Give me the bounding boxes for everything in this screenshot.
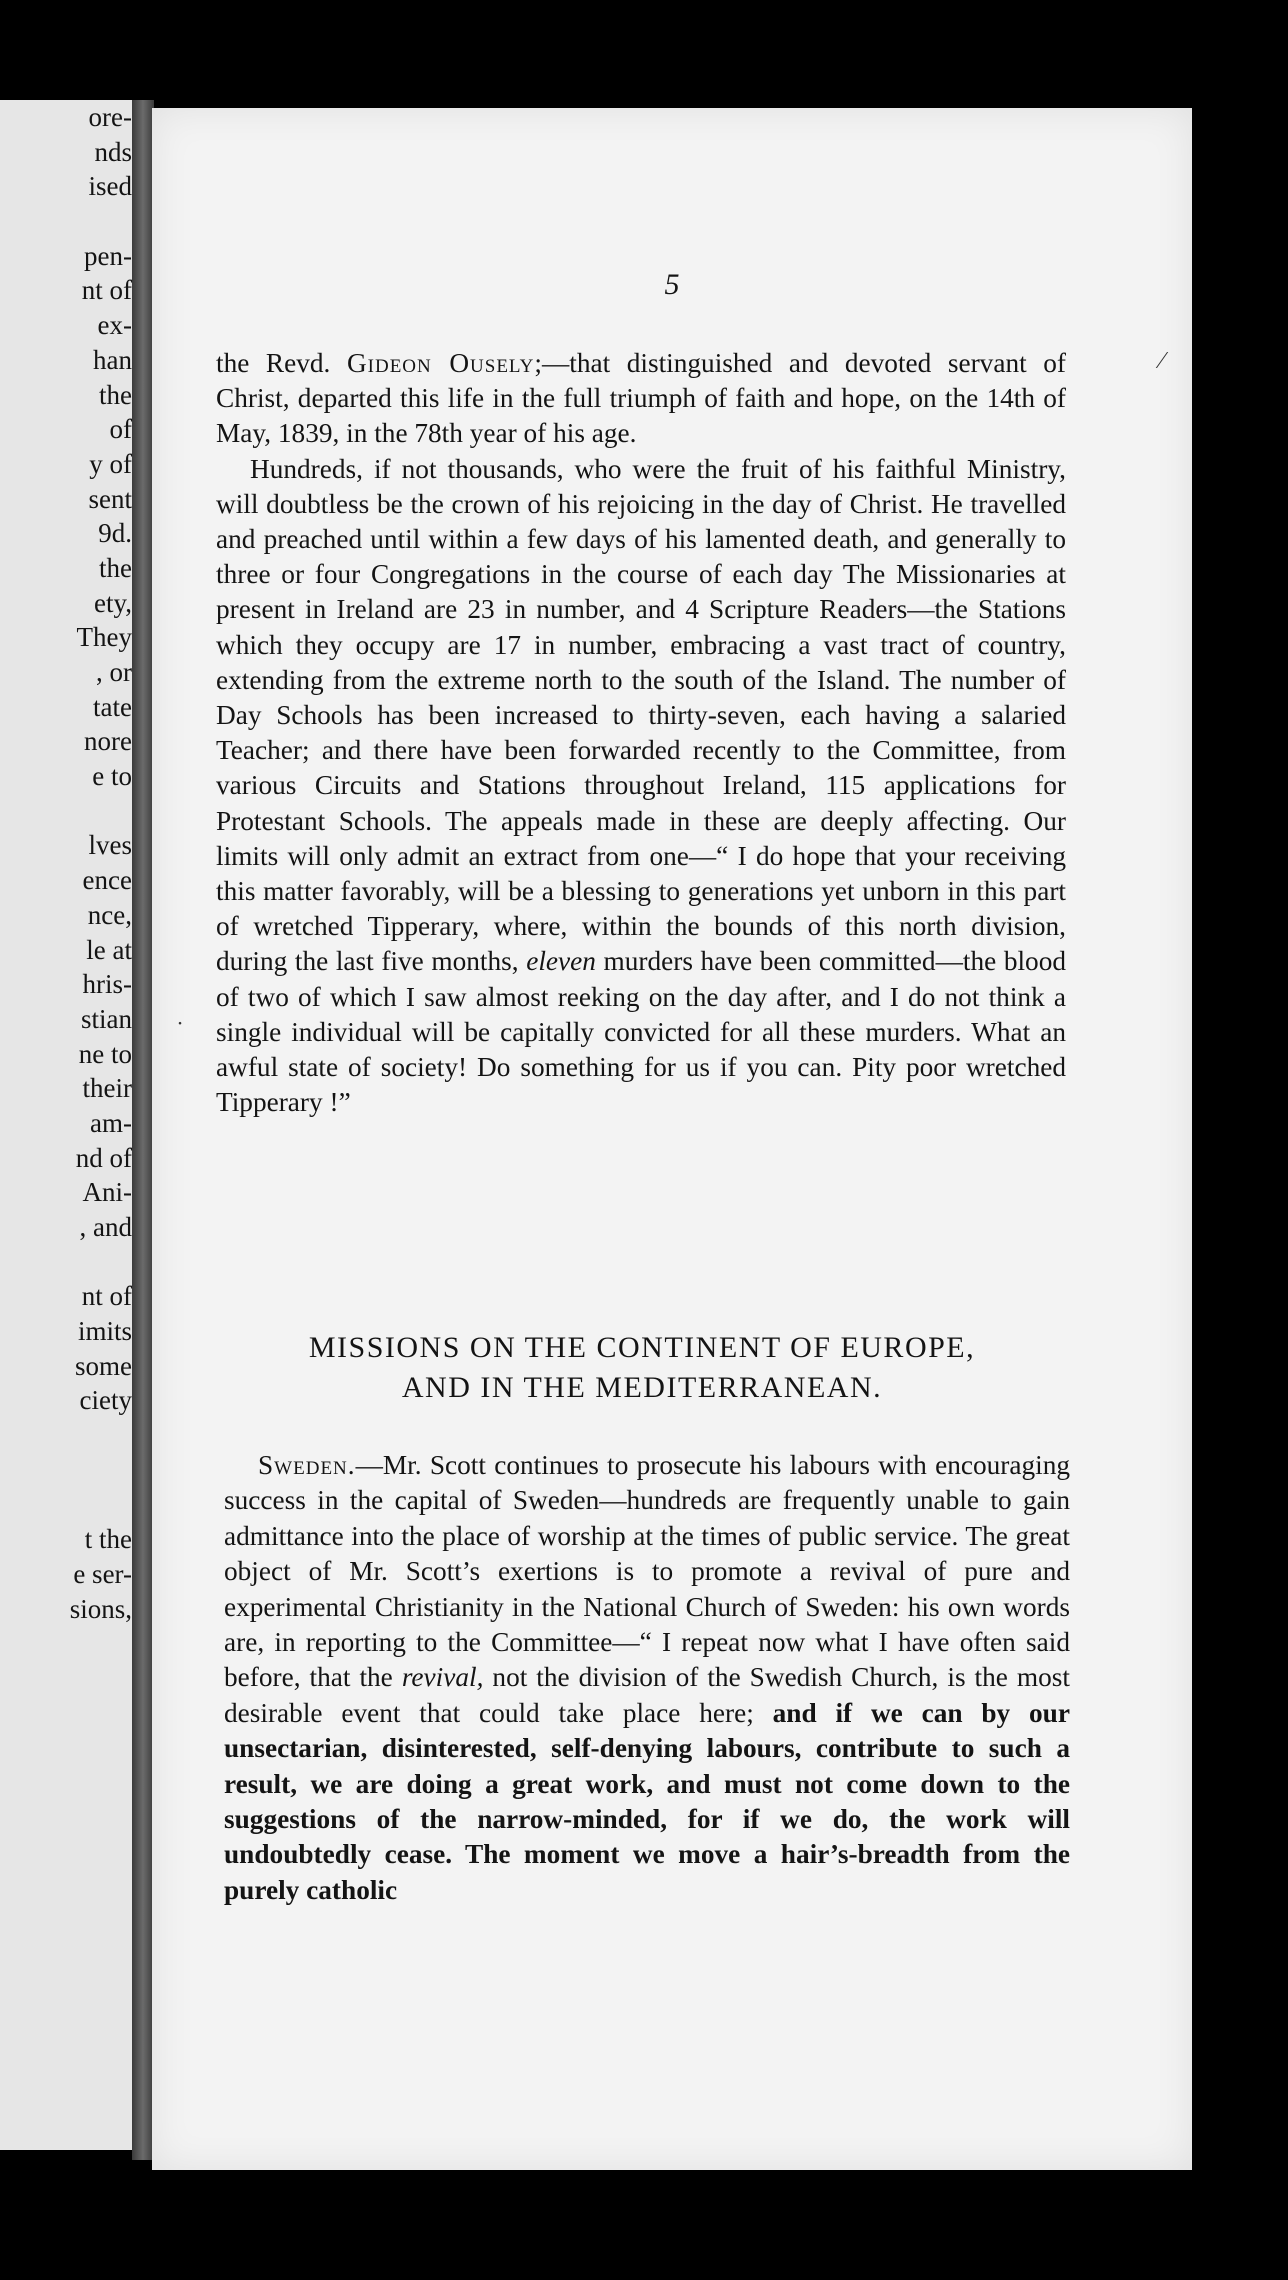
facing-page-line: [0, 794, 132, 829]
margin-tick-mark: ⁄: [1160, 348, 1165, 374]
page: [152, 108, 1192, 2170]
emphasis-eleven: eleven: [526, 946, 596, 977]
facing-page-line: ety,: [94, 587, 132, 618]
facing-page-line: [0, 1418, 132, 1453]
facing-page-line: stian: [81, 1003, 132, 1034]
facing-page-line: ence: [82, 865, 132, 896]
facing-page-line: am-: [90, 1107, 132, 1138]
facing-page-line: [0, 204, 132, 239]
facing-page-line: the: [99, 379, 132, 410]
facing-page-line: e ser-: [73, 1558, 132, 1589]
facing-page-line: ex-: [97, 310, 132, 341]
facing-page-line: pen-: [84, 240, 132, 271]
facing-page-line: imits: [77, 1316, 132, 1347]
facing-page-line: lves: [88, 830, 132, 861]
heading-line-1: MISSIONS ON THE CONTINENT OF EUROPE,: [308, 1331, 976, 1364]
person-name: Gideon Ousely: [346, 348, 535, 378]
margin-tick-mark: ˙: [176, 1018, 184, 1044]
facing-page-line: e to: [92, 761, 132, 792]
facing-page-line: ised: [88, 171, 132, 202]
facing-page-line: , and: [79, 1212, 132, 1242]
paragraph-sweden: Sweden.—Mr. Scott continues to prosecute his labours with encouraging success in the capital of Sweden—hundreds are frequently unable to gain admittance into the place of worship at the times of public service. The great object of Mr. Scott’s exertions is to promote a revival of pure and experimental Christianity in the National Church of Sweden: his own words are, in reporting to the Committee—“ I repeat now what I have often said before, that the revival, not the division of the Swedish Church, is the most desirable event that could take place here; and if we can by our unsectarian, disinterested, self-denying labours, contribute to such a result, we are doing a great work, and must not come down to the suggestions of the narrow-minded, for if we do, the work will undoubtedly cease. The moment we move a hair’s-breadth from the purely catholic: [224, 1450, 1070, 1905]
facing-page-line: 9d.: [98, 518, 132, 549]
facing-page-line: Ani-: [82, 1177, 132, 1208]
facing-page-text: [0, 100, 132, 1626]
facing-page-line: some: [75, 1350, 132, 1381]
facing-page-line: ore-: [88, 102, 132, 132]
facing-page-line: le at: [86, 934, 132, 965]
facing-page-line: of: [109, 414, 132, 445]
facing-page-line: nt of: [81, 1281, 132, 1312]
facing-page-line: [0, 1453, 132, 1488]
facing-page-line: nds: [94, 136, 132, 167]
paragraph-ireland: Hundreds, if not thousands, who were the fruit of his faithful Ministry, will doubtless be the crown of his rejoicing in the day of Christ. He travelled and preached until within a few days of his lamented death, and generally to three or four Congregations in the course of each day The Missionaries at present in Ireland are 23 in number, and 4 Scripture Readers—the Stations which they occupy are 17 in number, embracing a vast tract of country, extending from the extreme north to the south of the Island. The number of Day Schools has been increased to thirty-seven, each having a salaried Teacher; and there have been forwarded recently to the Committee, from various Circuits and Stations throughout Ireland, 115 applications for Protestant Schools. The appeals made in these are deeply affecting. Our limits will only admit an extract from one—“ I do hope that your receiving this matter favorably, will be a blessing to generations yet unborn in this part of wretched Tipperary, where, within the bounds of this north division, during the last five months, eleven murders have been committed—the blood of two of which I saw almost reeking on the day after, and I do not think a single individual will be capitally convicted for all these murders. What an awful state of society! Do something for us if you can. Pity poor wretched Tipperary !”: [216, 453, 1066, 1118]
facing-page: [0, 100, 132, 2150]
facing-page-line: ciety: [79, 1385, 132, 1416]
bold-passage: and if we can by our unsectarian, disinterested, self-denying labours, contribute to such a result, we are doing a great work, and must not come down to the suggestions of the narrow-minded, for if we do, the work will undoubtedly cease. The moment we move a hair’s-breadth from the purely catholic: [224, 1697, 1070, 1905]
facing-page-line: the: [99, 552, 132, 583]
facing-page-line: , or: [96, 657, 132, 687]
heading-line-2: AND IN THE MEDITERRANEAN.: [401, 1371, 883, 1404]
facing-page-line: [0, 1245, 132, 1280]
facing-page-line: nt of: [81, 275, 132, 306]
facing-page-line: han: [93, 344, 132, 375]
book-gutter: [132, 100, 154, 2160]
facing-page-line: hris-: [82, 969, 132, 1000]
facing-page-line: nore: [84, 726, 132, 757]
sweden-label: Sweden.: [258, 1450, 356, 1480]
facing-page-line: They: [76, 622, 132, 653]
facing-page-line: ne to: [78, 1038, 132, 1069]
facing-page-line: nd of: [75, 1142, 132, 1173]
facing-page-line: sent: [88, 483, 132, 514]
facing-page-line: sions,: [69, 1593, 132, 1624]
facing-page-line: [0, 1488, 132, 1523]
page-number: 5: [664, 268, 680, 301]
section-heading: [192, 1328, 1092, 1408]
facing-page-line: tate: [93, 691, 132, 722]
facing-page-line: y of: [89, 448, 132, 479]
main-text-block: [216, 346, 1066, 1120]
paragraph-ousely: the Revd. Gideon Ousely;—that distinguished and devoted servant of Christ, departed this life in the full triumph of faith and hope, on the 14th of May, 1839, in the 78th year of his age.: [216, 348, 1066, 449]
emphasis-revival: revival,: [401, 1662, 484, 1693]
facing-page-line: their: [82, 1073, 132, 1104]
facing-page-line: t the: [84, 1524, 132, 1555]
facing-page-line: nce,: [87, 899, 132, 930]
sweden-text-block: [224, 1448, 1070, 1908]
